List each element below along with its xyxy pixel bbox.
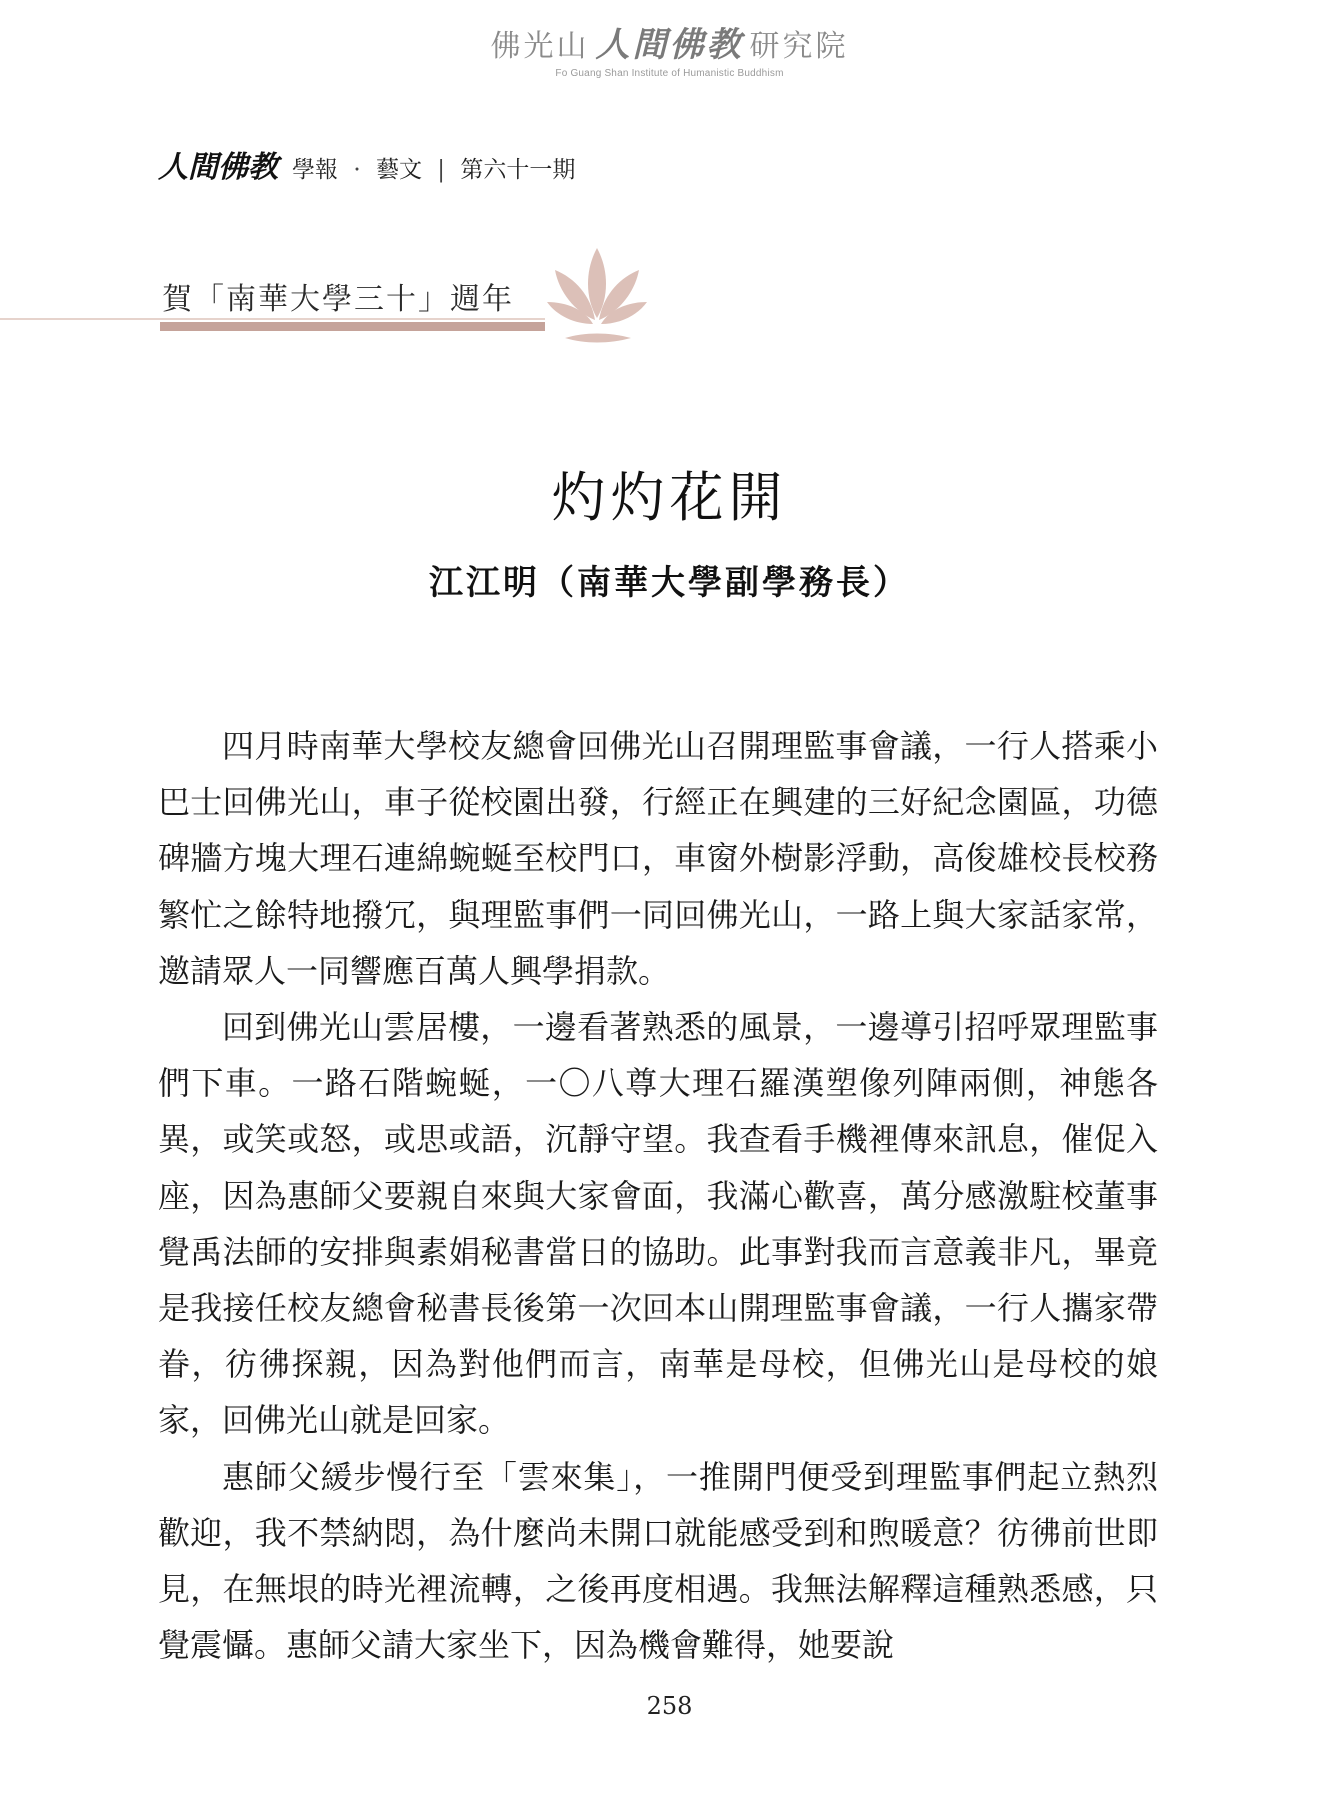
- banner-thin-rule: [0, 318, 545, 320]
- article-title: 灼灼花開: [551, 466, 788, 529]
- article-author: 江江明（南華大學副學務長）: [429, 563, 910, 603]
- journal-separator: |: [437, 157, 445, 183]
- journal-name: 學報: [292, 157, 338, 183]
- institute-name-suffix: 研究院: [749, 29, 849, 64]
- paragraph: 回到佛光山雲居樓，一邊看著熟悉的風景，一邊導引招呼眾理監事們下車。一路石階蜿蜒，一〇八尊大理石羅漢塑像列陣兩側，神態各異，或笑或怒，或思或語，沉靜守望。我查看手機裡傳來訊息，催促入座，因為惠師父要親自來與大家會面，我滿心歡喜，萬分感激駐校董事覺禹法師的安排與素娟秘書當日的協助。此事對我而言意義非凡，畢竟是我接任校友總會秘書長後第一次回本山開理監事會議，一行人攜家帶眷，彷彿探親，因為對他們而言，南華是母校，但佛光山是母校的娘家，回佛光山就是回家。: [158, 1008, 1158, 1440]
- institute-name: [0, 26, 1339, 66]
- banner-thick-rule: [160, 322, 545, 331]
- institute-brand-logo: 人間佛教: [595, 25, 744, 65]
- article-body: [158, 718, 1158, 1673]
- paragraph: 惠師父緩步慢行至「雲來集」，一推開門便受到理監事們起立熱烈歡迎，我不禁納悶，為什麼尚未開口就能感受到和煦暖意？彷彿前世即見，在無垠的時光裡流轉，之後再度相遇。我無法解釋這種熟悉感，只覺震懾。惠師父請大家坐下，因為機會難得，她要說: [158, 1457, 1158, 1665]
- paragraph: 四月時南華大學校友總會回佛光山召開理監事會議，一行人搭乘小巴士回佛光山，車子從校園出發，行經正在興建的三好紀念園區，功德碑牆方塊大理石連綿蜿蜒至校門口，車窗外樹影浮動，高俊雄校長校務繁忙之餘特地撥冗，與理監事們一同回佛光山，一路上與大家話家常，邀請眾人一同響應百萬人興學捐款。: [158, 727, 1158, 990]
- section-banner: 賀「南華大學三十」週年: [162, 282, 514, 317]
- page-number: 258: [646, 1692, 693, 1720]
- journal-logo: 人間佛教: [158, 150, 278, 185]
- institute-english-name: Fo Guang Shan Institute of Humanistic Buddhism: [555, 68, 784, 79]
- institute-name-prefix: 佛光山: [490, 29, 590, 64]
- journal-running-header: [158, 142, 575, 186]
- lotus-icon: [545, 240, 650, 350]
- institute-header: [0, 26, 1339, 79]
- journal-issue: 第六十一期: [460, 157, 576, 183]
- journal-section: 藝文: [375, 157, 422, 183]
- journal-dot: ·: [353, 157, 361, 183]
